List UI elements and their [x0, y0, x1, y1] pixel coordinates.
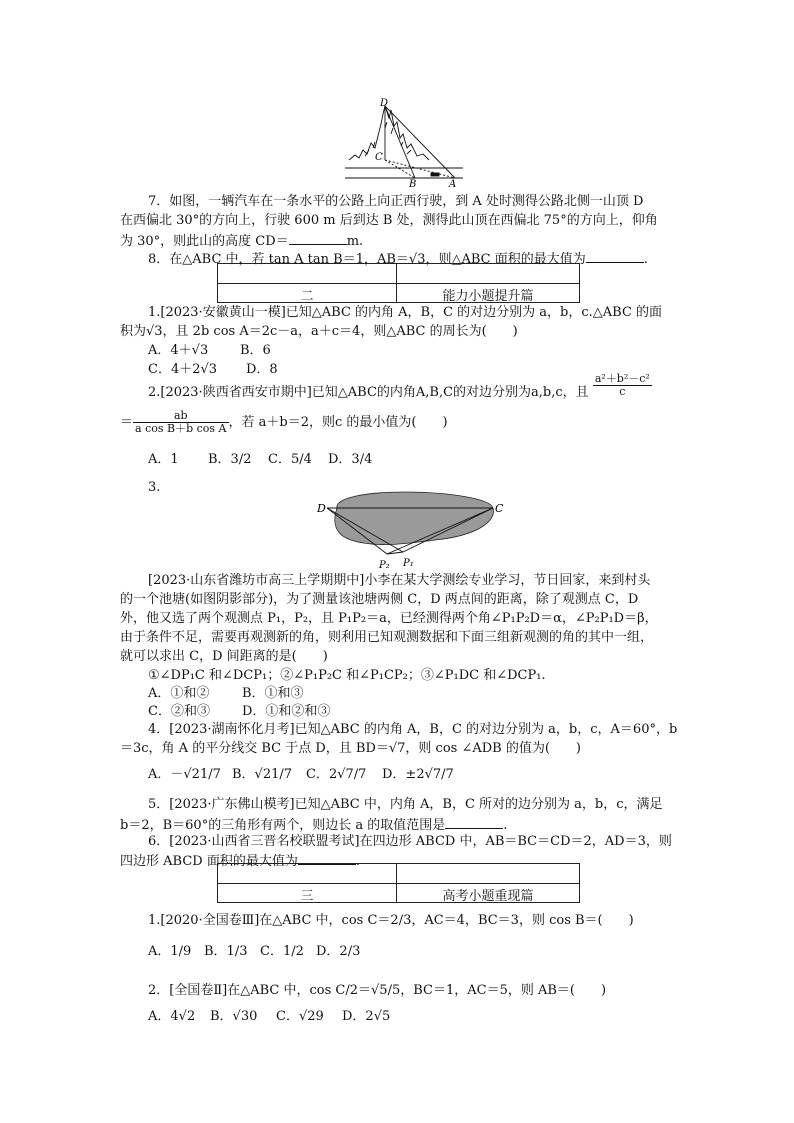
- p4-options: [148, 767, 454, 783]
- p2-frac2: [133, 410, 228, 435]
- p5-line1: 5．[2023·广东佛山模考]已知△ABC 中，内角 A，B，C 所对的边分别为 a，b，c，满足: [148, 797, 663, 812]
- p2-option-b[interactable]: B．3/2: [208, 452, 252, 467]
- p2-frac1-den: c: [619, 385, 626, 398]
- p6-line2b: .: [355, 854, 360, 869]
- pond-label-D: D: [317, 502, 326, 515]
- p2-line1-text: 2.[2023·陕西省西安市期中]已知△ABC的内角A,B,C的对边分别为a,b,c，且: [148, 385, 589, 400]
- p2-option-d[interactable]: D．3/4: [328, 452, 373, 467]
- p3-options-row2: [148, 704, 330, 720]
- g2-line1: 2．[全国卷Ⅱ]在△ABC 中，cos C/2＝√5/5，BC＝1，AC＝5，则 AB＝( ): [148, 983, 607, 998]
- g1-option-d[interactable]: D．2/3: [316, 944, 361, 959]
- q7-line3: [120, 232, 363, 250]
- p2-frac2-num: ab: [133, 410, 228, 423]
- label-A: A: [449, 179, 457, 188]
- p2-line1: [148, 372, 652, 401]
- p4-option-a[interactable]: A．－√21/7: [148, 767, 221, 782]
- p5-line2: [120, 816, 507, 834]
- q8-text: 8．在△ABC 中，若 tan A tan B＝1，AB＝√3，则△ABC 面积的最大值为: [148, 252, 586, 267]
- label-B: B: [409, 179, 417, 188]
- section3-title: 高考小题重现篇: [442, 889, 534, 904]
- p3-line5: 就可以求出 C，D 间距离的是( ): [120, 649, 328, 664]
- g2-option-c[interactable]: C．√29: [276, 1009, 324, 1024]
- p2-options: [148, 452, 372, 468]
- p3-options-row1: [148, 686, 304, 702]
- p4-line2: ＝3c，角 A 的平分线交 BC 于点 D，且 BD＝√7，则 cos ∠ADB 的值为( ): [120, 741, 582, 756]
- p1-option-c[interactable]: C．4＋2√3: [148, 362, 218, 377]
- g1-line1: 1.[2020·全国卷Ⅲ]在△ABC 中，cos C＝2/3，AC＝4，BC＝3，则 cos B＝( ): [148, 913, 634, 928]
- p3-label: 3.: [148, 480, 161, 495]
- g1-option-a[interactable]: A．1/9: [148, 944, 192, 959]
- section3-number: 三: [300, 889, 314, 904]
- p6-line1: 6．[2023·山西省三晋名校联盟考试]在四边形 ABCD 中，AB＝BC＝CD＝2，AD＝3，则: [148, 834, 672, 849]
- p5-line2a: b＝2，B＝60°的三角形有两个，则边长 a 的取值范围是: [120, 818, 446, 833]
- section3-header: [217, 863, 580, 903]
- q7-line3b: m.: [346, 234, 364, 249]
- p3-line6: ①∠DP₁C 和∠DCP₁；②∠P₁P₂C 和∠P₁CP₂；③∠P₁DC 和∠DCP₁.: [148, 668, 546, 683]
- p5-line2b: .: [503, 818, 508, 833]
- p1-option-b[interactable]: B．6: [240, 343, 271, 358]
- p2-line2b: ，若 a＋b＝2，则c 的最小值为( ): [228, 415, 448, 430]
- section2-header: [217, 263, 580, 303]
- p2-eq: ＝: [120, 415, 134, 430]
- mountain-figure: [345, 98, 463, 188]
- p3-option-d[interactable]: D．①和②和③: [242, 704, 331, 719]
- q7-answer-blank: [289, 232, 347, 245]
- pond-label-C: C: [495, 502, 504, 515]
- p1-line1: 1.[2023·安徽黄山一模]已知△ABC 的内角 A，B，C 的对边分别为 a，b，c.△ABC 的面: [148, 305, 663, 320]
- section2-title: 能力小题提升篇: [442, 289, 534, 304]
- g2-option-d[interactable]: D．2√5: [342, 1009, 391, 1024]
- p3-line4: 由于条件不足，需要再观测新的角，则利用已知观测数据和下面三组新观测的角的其中一组，: [120, 630, 654, 645]
- pond-figure: [315, 488, 511, 570]
- p6-line2a: 四边形 ABCD 面积的最大值为: [120, 854, 298, 869]
- p3-line3: 外，他又选了两个观测点 P₁，P₂，且 P₁P₂＝a，已经测得两个角∠P₁P₂D＝α，∠P₂P₁D＝β，: [120, 611, 658, 626]
- p1-options-row2: [148, 362, 278, 378]
- g2-option-b[interactable]: B．√30: [210, 1009, 258, 1024]
- p1-option-d[interactable]: D．8: [246, 362, 278, 377]
- p1-line2: 积为√3，且 2b cos A＝2c－a，a＋c＝4，则△ABC 的周长为( ): [120, 324, 518, 339]
- p2-frac1: [593, 373, 652, 398]
- p2-frac2-den: a cos B＋b cos A: [135, 422, 227, 435]
- g1-options: [148, 944, 360, 960]
- p4-option-d[interactable]: D．±2√7/7: [382, 767, 454, 782]
- g1-option-b[interactable]: B．1/3: [204, 944, 248, 959]
- q7-line2: 在西偏北 30°的方向上，行驶 600 m 后到达 B 处，测得此山顶在西偏北 75°的方向上，仰角: [120, 213, 658, 228]
- p3-line2: 的一个池塘(如图阴影部分)，为了测量该池塘两侧 C，D 两点间的距离，除了观测点 C，D: [120, 592, 639, 607]
- label-C: C: [375, 152, 383, 163]
- p1-option-a[interactable]: A．4＋√3: [148, 343, 209, 358]
- section2-number: 二: [300, 289, 314, 304]
- q8-answer-blank: [586, 250, 644, 263]
- p4-option-b[interactable]: B．√21/7: [232, 767, 293, 782]
- q7-line3a: 为 30°，则此山的高度 CD＝: [120, 234, 289, 249]
- p3-line1: [2023·山东省潍坊市高三上学期期中]小李在某大学测绘专业学习，节日回家，来到村头: [148, 573, 651, 588]
- p5-answer-blank: [445, 816, 503, 829]
- p4-option-c[interactable]: C．2√7/7: [306, 767, 367, 782]
- q8-end: .: [643, 252, 648, 267]
- label-D: D: [380, 98, 389, 109]
- p2-line2: [120, 410, 448, 435]
- g2-option-a[interactable]: A．4√2: [148, 1009, 196, 1024]
- p2-option-a[interactable]: A．1: [148, 452, 179, 467]
- g1-option-c[interactable]: C．1/2: [260, 944, 304, 959]
- p3-option-c[interactable]: C．②和③: [148, 704, 210, 719]
- pond-label-P1: P₁: [403, 558, 414, 569]
- p3-option-b[interactable]: B．①和③: [242, 686, 304, 701]
- p1-options-row1: [148, 343, 271, 359]
- p3-option-a[interactable]: A．①和②: [148, 686, 210, 701]
- q7-line1: 7．如图，一辆汽车在一条水平的公路上向正西行驶，到 A 处时测得公路北侧一山顶 D: [148, 194, 644, 209]
- g2-options: [148, 1009, 390, 1025]
- p2-option-c[interactable]: C．5/4: [268, 452, 312, 467]
- p2-frac1-num: a²＋b²－c²: [594, 372, 650, 385]
- p4-line1: 4．[2023·湖南怀化月考]已知△ABC 的内角 A，B，C 的对边分别为 a，b，c，A＝60°，b: [148, 722, 678, 737]
- pond-label-P2: P₂: [379, 560, 390, 570]
